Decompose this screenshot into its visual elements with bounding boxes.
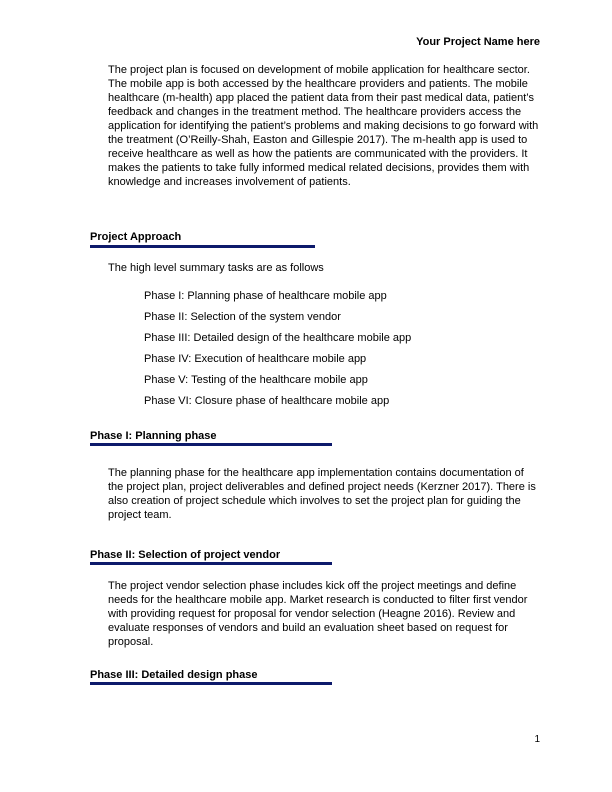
phase-2-paragraph: The project vendor selection phase includes kick off the project meetings and define needs for the healthcare mobile app. Market research is conducted to filter first vendor with providing request for proposal for vendor selection (Heagne 2016). Review and evaluate responses of vendors and build an evaluation sheet based on request for proposal. [108,580,528,648]
phase-1-paragraph: The planning phase for the healthcare app implementation contains documentation of the project plan, project deliverables and defined project needs (Kerzner 2017). There is also creation of project schedule which involves to set the project plan for guiding the project team. [108,467,536,521]
approach-summary: The high level summary tasks are as follows [108,262,324,274]
intro-paragraph: The project plan is focused on development of mobile application for healthcare sector. The mobile app is both accessed by the healthcare providers and patients. The mobile healthcare (m-health) app placed the patient data from their past medical data, patient’s feedback and changes in the treatment method. The healthcare providers access the application for identifying the patient’s problems and making decisions to go forward with the treatment (O’Reilly-Shah, Easton and Gillespie 2017). The m-health app is used to receive healthcare as well as how the patients are communicated with the providers. It makes the patients to take fully informed medical related decisions, provides them with knowledge and increases involvement of patients. [108,64,539,188]
list-item: Phase V: Testing of the healthcare mobile app [144,374,368,386]
heading-underline [90,562,332,565]
heading-project-approach: Project Approach [90,231,182,243]
heading-underline [90,245,315,248]
list-item: Phase III: Detailed design of the healthcare mobile app [144,332,412,344]
phase-list [144,289,411,415]
header-project-name: Your Project Name here [416,36,540,48]
list-item: Phase I: Planning phase of healthcare mobile app [144,290,387,302]
heading-underline [90,682,332,685]
heading-phase-2: Phase II: Selection of project vendor [90,549,281,561]
page-number: 1 [534,734,540,745]
heading-underline [90,443,332,446]
list-item: Phase IV: Execution of healthcare mobile app [144,353,367,365]
heading-phase-3: Phase III: Detailed design phase [90,669,258,681]
list-item: Phase VI: Closure phase of healthcare mobile app [144,395,390,407]
list-item: Phase II: Selection of the system vendor [144,311,341,323]
heading-phase-1: Phase I: Planning phase [90,430,217,442]
